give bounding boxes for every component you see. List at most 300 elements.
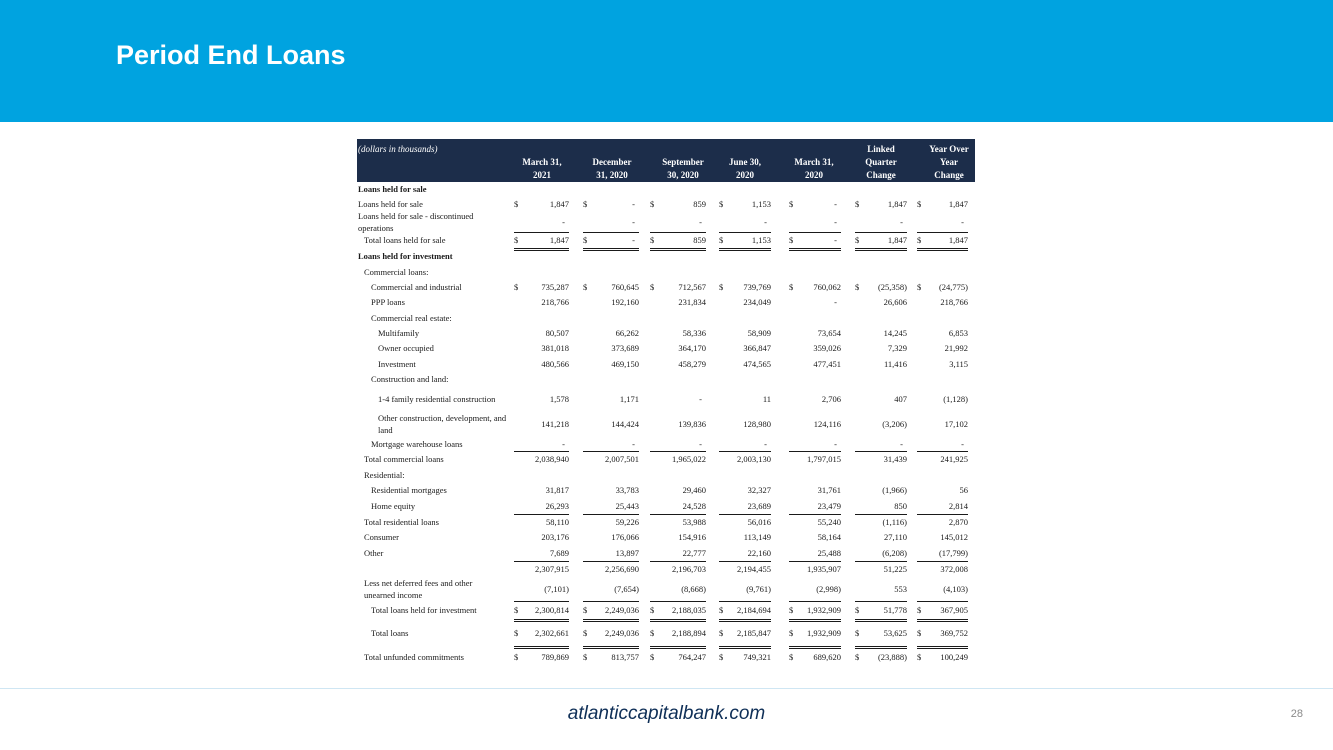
table-cell <box>650 340 706 356</box>
currency-symbol: $ <box>855 199 860 209</box>
cell-value: 141,218 <box>541 418 569 429</box>
table-cell <box>719 279 771 294</box>
table-header <box>357 139 975 182</box>
cell-value: 100,249 <box>940 651 968 662</box>
table-cell <box>514 386 569 411</box>
cell-value: 6,853 <box>948 327 968 338</box>
table-cell <box>789 514 841 529</box>
currency-symbol: $ <box>650 281 655 292</box>
table-row <box>357 356 975 371</box>
cell-value: 56 <box>959 485 968 495</box>
cell-value: (2,998) <box>816 583 841 594</box>
table-cell <box>514 325 569 340</box>
table-cell <box>917 436 968 452</box>
row-label: Loans held for sale <box>358 184 427 194</box>
table-cell <box>719 294 771 310</box>
cell-value: 73,654 <box>817 327 841 338</box>
row-label: Mortgage warehouse loans <box>371 438 463 449</box>
column-header-line: 2021 <box>533 170 551 180</box>
table-cell <box>855 325 907 340</box>
cell-value: 372,008 <box>940 563 968 574</box>
cell-value: - <box>764 438 767 449</box>
table-cell <box>917 451 968 467</box>
cell-value: 23,689 <box>747 501 771 511</box>
cell-value: 241,925 <box>940 454 968 464</box>
row-label: Investment <box>378 358 416 369</box>
table-cell <box>650 279 706 294</box>
cell-value: 689,620 <box>813 651 841 662</box>
table-cell <box>514 646 569 667</box>
cell-value: 739,769 <box>743 281 771 292</box>
table-cell <box>917 196 968 212</box>
table-cell <box>917 294 968 310</box>
cell-value: 2,870 <box>948 516 968 527</box>
column-header-line: Year Over <box>929 144 969 154</box>
table-cell <box>514 212 569 233</box>
column-header-line: Year <box>940 157 958 167</box>
loans-table <box>357 139 975 667</box>
currency-symbol: $ <box>719 651 724 662</box>
cell-value: 859 <box>693 235 706 245</box>
currency-symbol: $ <box>719 605 724 615</box>
cell-value: 234,049 <box>743 297 771 307</box>
table-body <box>357 182 975 667</box>
cell-value: 22,777 <box>682 548 706 558</box>
cell-value: 760,062 <box>813 281 841 292</box>
table-cell <box>650 482 706 498</box>
table-cell <box>719 619 771 649</box>
cell-value: 176,066 <box>611 532 639 542</box>
table-cell <box>917 411 968 436</box>
table-cell <box>650 576 706 602</box>
table-cell <box>583 279 639 294</box>
table-cell <box>514 498 569 515</box>
table-cell <box>917 356 968 371</box>
cell-value: 231,834 <box>678 297 706 307</box>
table-cell <box>583 196 639 212</box>
cell-value: (1,128) <box>943 393 968 404</box>
cell-value: 51,225 <box>883 563 907 574</box>
table-cell <box>719 325 771 340</box>
table-row <box>357 279 975 294</box>
currency-symbol: $ <box>917 605 922 615</box>
cell-value: 24,528 <box>682 501 706 511</box>
cell-value: 145,012 <box>940 532 968 542</box>
table-cell <box>583 561 639 576</box>
cell-value: 2,194,455 <box>737 563 771 574</box>
cell-value: 1,847 <box>948 235 968 245</box>
cell-value: 1,153 <box>751 199 771 209</box>
cell-value: 7,689 <box>549 548 569 558</box>
table-cell <box>789 619 841 649</box>
cell-value: - <box>699 217 702 227</box>
column-header-line: Quarter <box>865 157 897 167</box>
table-row <box>357 386 975 411</box>
cell-value: 2,003,130 <box>737 454 771 464</box>
column-header-line: Change <box>934 170 964 180</box>
footer-url[interactable]: atlanticcapitalbank.com <box>567 703 766 724</box>
currency-symbol: $ <box>855 281 860 292</box>
cell-value: - <box>632 235 635 245</box>
table-cell <box>855 576 907 602</box>
table-cell <box>719 451 771 467</box>
cell-value: (1,116) <box>882 516 907 527</box>
table-cell <box>650 212 706 233</box>
row-label: Total loans held for investment <box>371 605 477 615</box>
currency-symbol: $ <box>650 651 655 662</box>
table-cell <box>583 646 639 667</box>
table-cell <box>917 212 968 233</box>
column-header-line: March 31, <box>794 157 834 167</box>
cell-value: 2,307,915 <box>535 563 569 574</box>
table-row <box>357 232 975 248</box>
table-row <box>357 619 975 646</box>
currency-symbol: $ <box>514 605 519 615</box>
currency-symbol: $ <box>583 235 588 245</box>
row-label: Total residential loans <box>364 516 439 527</box>
table-cell <box>855 619 907 649</box>
table-cell <box>719 482 771 498</box>
currency-symbol: $ <box>917 627 922 638</box>
table-cell <box>514 411 569 436</box>
cell-value: (25,358) <box>877 281 907 292</box>
table-row <box>357 264 975 279</box>
table-cell <box>514 514 569 529</box>
currency-symbol: $ <box>855 651 860 662</box>
cell-value: 13,897 <box>615 548 639 558</box>
cell-value: 813,757 <box>611 651 639 662</box>
table-row <box>357 212 975 232</box>
table-cell <box>789 498 841 515</box>
cell-value: 59,226 <box>615 516 639 527</box>
cell-value: 58,909 <box>747 327 771 338</box>
cell-value: - <box>900 438 903 449</box>
cell-value: 32,327 <box>747 485 771 495</box>
cell-value: 29,460 <box>682 485 706 495</box>
row-label: Home equity <box>371 501 416 511</box>
cell-value: - <box>834 217 837 227</box>
table-cell <box>650 619 706 649</box>
table-row <box>357 545 975 561</box>
table-cell <box>583 411 639 436</box>
table-cell <box>514 294 569 310</box>
cell-value: 1,797,015 <box>807 454 841 464</box>
table-cell <box>917 514 968 529</box>
cell-value: 218,766 <box>541 297 569 307</box>
cell-value: (7,654) <box>614 583 639 594</box>
table-cell <box>719 514 771 529</box>
currency-symbol: $ <box>789 651 794 662</box>
row-label: Commercial and industrial <box>371 281 462 292</box>
cell-value: 31,761 <box>817 485 841 495</box>
table-cell <box>583 619 639 649</box>
cell-value: - <box>961 438 964 449</box>
table-row <box>357 482 975 498</box>
currency-symbol: $ <box>514 235 519 245</box>
units-note: (dollars in thousands) <box>358 144 438 154</box>
table-cell <box>583 451 639 467</box>
table-cell <box>855 498 907 515</box>
currency-symbol: $ <box>583 627 588 638</box>
cell-value: 11 <box>762 393 771 404</box>
cell-value: 25,488 <box>817 548 841 558</box>
cell-value: 1,932,909 <box>807 605 841 615</box>
table-cell <box>514 576 569 602</box>
cell-value: 2,256,690 <box>605 563 639 574</box>
table-row <box>357 411 975 436</box>
title-banner <box>0 0 1333 122</box>
table-cell <box>789 294 841 310</box>
currency-symbol: $ <box>917 651 922 662</box>
currency-symbol: $ <box>719 199 724 209</box>
cell-value: 113,149 <box>743 532 771 542</box>
table-cell <box>917 340 968 356</box>
table-cell <box>514 196 569 212</box>
cell-value: 1,935,907 <box>807 563 841 574</box>
table-cell <box>789 411 841 436</box>
table-cell <box>650 356 706 371</box>
cell-value: 3,115 <box>949 358 968 369</box>
currency-symbol: $ <box>650 605 655 615</box>
cell-value: 33,783 <box>615 485 639 495</box>
page-title: Period End Loans <box>116 40 346 70</box>
table-cell <box>719 196 771 212</box>
currency-symbol: $ <box>583 199 588 209</box>
cell-value: 22,160 <box>747 548 771 558</box>
cell-value: 66,262 <box>615 327 639 338</box>
table-cell <box>650 325 706 340</box>
table-cell <box>514 482 569 498</box>
table-cell <box>650 529 706 545</box>
table-cell <box>855 646 907 667</box>
table-cell <box>583 498 639 515</box>
table-cell <box>719 436 771 452</box>
table-cell <box>650 294 706 310</box>
column-header-line: Change <box>866 170 896 180</box>
table-cell <box>789 529 841 545</box>
row-label: Other construction, development, and land <box>378 412 507 435</box>
table-cell <box>583 212 639 233</box>
cell-value: 144,424 <box>611 418 639 429</box>
table-cell <box>583 514 639 529</box>
cell-value: 373,689 <box>611 343 639 353</box>
table-cell <box>917 619 968 649</box>
table-cell <box>917 529 968 545</box>
row-label: Total loans <box>371 627 409 638</box>
row-label: Total unfunded commitments <box>364 651 464 662</box>
cell-value: 1,171 <box>619 393 639 404</box>
cell-value: 124,116 <box>813 418 841 429</box>
table-cell <box>855 482 907 498</box>
cell-value: 58,164 <box>817 532 841 542</box>
cell-value: - <box>900 217 903 227</box>
cell-value: 26,606 <box>883 297 907 307</box>
cell-value: 407 <box>894 393 907 404</box>
column-header-line: 2020 <box>805 170 823 180</box>
cell-value: 2,185,847 <box>737 627 771 638</box>
currency-symbol: $ <box>789 235 794 245</box>
cell-value: 2,706 <box>821 393 841 404</box>
cell-value: 2,196,703 <box>672 563 706 574</box>
cell-value: 53,625 <box>883 627 907 638</box>
cell-value: 2,007,501 <box>605 454 639 464</box>
cell-value: 203,176 <box>541 532 569 542</box>
table-row <box>357 325 975 340</box>
cell-value: (6,208) <box>882 548 907 558</box>
cell-value: 712,567 <box>678 281 706 292</box>
cell-value: 2,188,894 <box>672 627 706 638</box>
table-row <box>357 514 975 529</box>
cell-value: 7,329 <box>887 343 907 353</box>
cell-value: 553 <box>894 583 907 594</box>
table-row <box>357 248 975 264</box>
table-cell <box>789 356 841 371</box>
table-row <box>357 436 975 451</box>
footer-divider <box>0 688 1333 689</box>
cell-value: - <box>961 217 964 227</box>
cell-value: 859 <box>693 199 706 209</box>
table-row <box>357 182 975 196</box>
table-cell <box>583 576 639 602</box>
table-cell <box>719 561 771 576</box>
cell-value: - <box>834 297 837 307</box>
cell-value: 192,160 <box>611 297 639 307</box>
cell-value: 31,817 <box>545 485 569 495</box>
row-label: Loans held for sale - discontinued operations <box>358 211 474 233</box>
table-row <box>357 294 975 310</box>
table-cell <box>514 340 569 356</box>
row-label: Commercial loans: <box>364 266 429 277</box>
table-cell <box>789 212 841 233</box>
cell-value: - <box>632 199 635 209</box>
table-row <box>357 601 975 619</box>
table-cell <box>789 451 841 467</box>
table-cell <box>583 340 639 356</box>
row-label: Less net deferred fees and other unearned income <box>364 577 473 600</box>
cell-value: 2,038,940 <box>535 454 569 464</box>
currency-symbol: $ <box>514 651 519 662</box>
cell-value: (4,103) <box>943 583 968 594</box>
table-cell <box>514 436 569 452</box>
row-label: Residential mortgages <box>371 485 447 495</box>
table-row <box>357 451 975 467</box>
table-cell <box>583 386 639 411</box>
cell-value: 1,847 <box>887 199 907 209</box>
table-cell <box>650 411 706 436</box>
table-cell <box>855 294 907 310</box>
cell-value: 1,847 <box>549 199 569 209</box>
column-header-line: March 31, <box>522 157 562 167</box>
cell-value: - <box>834 235 837 245</box>
row-label: Loans held for sale <box>358 199 423 209</box>
table-cell <box>917 279 968 294</box>
table-cell <box>583 482 639 498</box>
row-label: Owner occupied <box>378 343 434 353</box>
row-label: Multifamily <box>378 327 420 338</box>
table-cell <box>789 646 841 667</box>
cell-value: 2,302,661 <box>535 627 569 638</box>
cell-value: - <box>632 438 635 449</box>
cell-value: 2,300,814 <box>535 605 569 615</box>
row-label: Consumer <box>364 532 399 542</box>
table-cell <box>583 529 639 545</box>
page-number: 28 <box>1290 708 1303 720</box>
cell-value: 11,416 <box>883 358 907 369</box>
cell-value: - <box>562 217 565 227</box>
table-cell <box>789 340 841 356</box>
table-cell <box>514 451 569 467</box>
cell-value: 128,980 <box>743 418 771 429</box>
cell-value: 27,110 <box>883 532 907 542</box>
table-cell <box>855 514 907 529</box>
table-row <box>357 561 975 576</box>
currency-symbol: $ <box>917 281 922 292</box>
cell-value: - <box>699 438 702 449</box>
table-cell <box>583 436 639 452</box>
table-cell <box>917 646 968 667</box>
cell-value: 154,916 <box>678 532 706 542</box>
table-cell <box>719 340 771 356</box>
cell-value: 381,018 <box>541 343 569 353</box>
row-label: Total commercial loans <box>364 454 444 464</box>
table-row <box>357 467 975 482</box>
column-header-line: September <box>662 157 704 167</box>
table-cell <box>917 325 968 340</box>
table-cell <box>650 196 706 212</box>
table-cell <box>719 646 771 667</box>
currency-symbol: $ <box>855 605 860 615</box>
table-cell <box>650 436 706 452</box>
table-cell <box>855 561 907 576</box>
cell-value: (1,966) <box>882 485 907 495</box>
table-cell <box>917 386 968 411</box>
cell-value: 458,279 <box>678 358 706 369</box>
table-cell <box>917 576 968 602</box>
cell-value: (24,775) <box>938 281 968 292</box>
table-cell <box>719 411 771 436</box>
table-cell <box>855 340 907 356</box>
column-header-line: 2020 <box>736 170 754 180</box>
column-header-line: December <box>592 157 632 167</box>
table-cell <box>719 386 771 411</box>
currency-symbol: $ <box>583 651 588 662</box>
cell-value: 850 <box>894 501 907 511</box>
table-cell <box>789 386 841 411</box>
cell-value: (23,888) <box>877 651 907 662</box>
cell-value: - <box>834 199 837 209</box>
cell-value: - <box>834 438 837 449</box>
table-cell <box>855 411 907 436</box>
currency-symbol: $ <box>583 281 588 292</box>
table-cell <box>719 576 771 602</box>
table-cell <box>514 619 569 649</box>
currency-symbol: $ <box>583 605 588 615</box>
cell-value: (8,668) <box>681 583 706 594</box>
cell-value: 764,247 <box>678 651 706 662</box>
cell-value: 218,766 <box>940 297 968 307</box>
table-cell <box>789 196 841 212</box>
table-cell <box>650 498 706 515</box>
table-cell <box>583 545 639 562</box>
cell-value: 31,439 <box>883 454 907 464</box>
cell-value: 480,566 <box>541 358 569 369</box>
table-cell <box>789 436 841 452</box>
cell-value: 139,836 <box>678 418 706 429</box>
table-cell <box>583 294 639 310</box>
currency-symbol: $ <box>514 627 519 638</box>
cell-value: 1,847 <box>549 235 569 245</box>
column-header-line: June 30, <box>728 157 761 167</box>
